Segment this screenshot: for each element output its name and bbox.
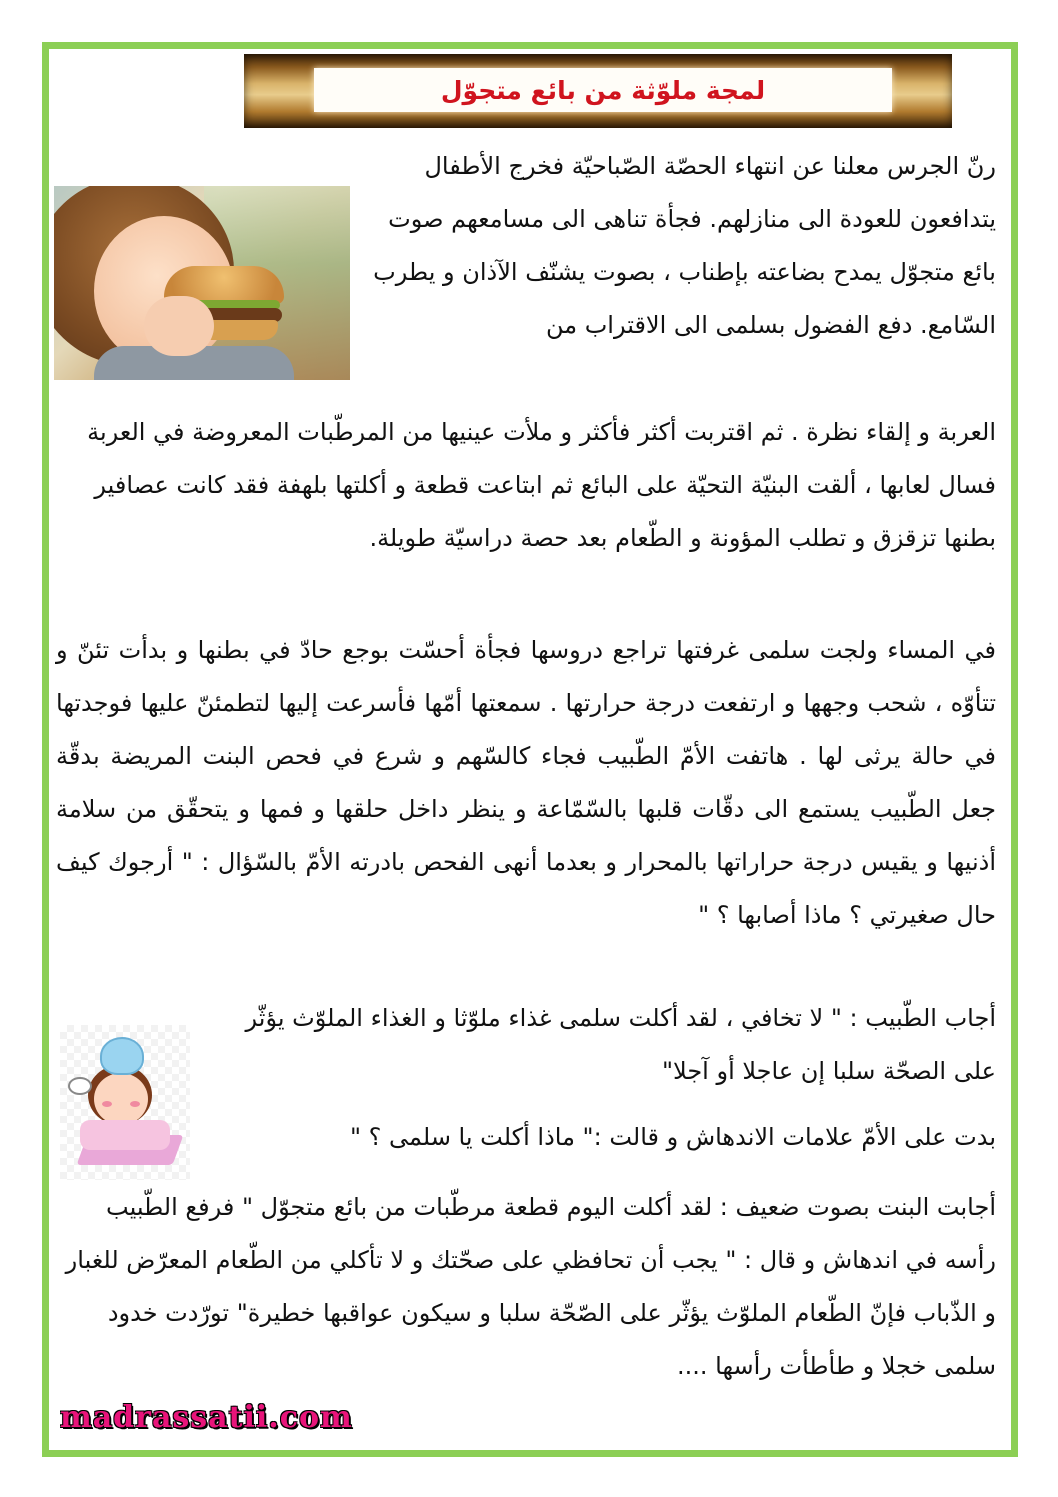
- child-eating-burger-photo: [54, 186, 350, 380]
- title-box: [314, 68, 892, 112]
- paragraph-intro-continued: العربة و إلقاء نظرة . ثم اقتربت أكثر فأكثر و ملأت عينيها من المرطّبات المعروضة في العربة فسال لعابها ، ألقت البنيّة التحيّة على البائع ثم ابتاعت قطعة و أكلتها بلهفة فقد كانت عصافير بطنها تزقزق و تطلب المؤونة و الطّعام بعد حصة دراسيّة طويلة.: [87, 418, 996, 552]
- ice-pack-icon: [100, 1037, 144, 1075]
- paragraph-intro: رنّ الجرس معلنا عن انتهاء الحصّة الصّباحيّة فخرج الأطفال يتدافعون للعودة الى منازلهم. فجأة تناهى الى مسامعهم صوت بائع متجوّل يمدح بضاعته بإطناب ، بصوت يشنّف الآذان و يطرب السّامع. دفع الفضول بسلمى الى الاقتراب من: [373, 152, 996, 339]
- sigh-cloud-icon: [68, 1077, 92, 1095]
- paragraph-mother-question: بدت على الأمّ علامات الاندهاش و قالت :" ماذا أكلت يا سلمى ؟ ": [349, 1123, 996, 1151]
- title-banner: [244, 54, 952, 128]
- sick-girl-illustration: [60, 1025, 190, 1180]
- page-title: لمجة ملوّثة من بائع متجوّل: [440, 75, 766, 105]
- photo-hand: [144, 296, 214, 356]
- illustration-head: [94, 1073, 148, 1125]
- paragraph-doctor-answer: أجاب الطّبيب : " لا تخافي ، لقد أكلت سلمى غذاء ملوّثا و الغذاء الملوّث يؤثّر على الصحّة سلبا إن عاجلا أو آجلا": [245, 1004, 996, 1085]
- watermark-logo: madrassatii.com: [60, 1400, 353, 1435]
- paragraph-conclusion: أجابت البنت بصوت ضعيف : لقد أكلت اليوم قطعة مرطّبات من بائع متجوّل " فرفع الطّبيب رأسه في اندهاش و قال : " يجب أن تحافظي على صحّتك و لا تأكلي من الطّعام المعرّض للغبار و الذّباب فإنّ الطّعام الملوّث يؤثّر على الصّحّة سلبا و سيكون عواقبها خطيرة" تورّدت خدود سلمى خجلا و طأطأت رأسها ....: [65, 1193, 996, 1380]
- blanket-icon: [80, 1120, 170, 1150]
- paragraph-evening: في المساء ولجت سلمى غرفتها تراجع دروسها فجأة أحسّت بوجع حادّ في بطنها و بدأت تئنّ و تتأوّه ، شحب وجهها و ارتفعت درجة حرارتها . سمعتها أمّها فأسرعت إليها لتطمئنّ عليها فوجدتها في حالة يرثى لها . هاتفت الأمّ الطّبيب فجاء كالسّهم و شرع في فحص البنت المريضة بدقّة جعل الطّبيب يستمع الى دقّات قلبها بالسّمّاعة و ينظر داخل حلقها و فمها و يتحقّق من سلامة أذنيها و يقيس درجة حراراتها بالمحرار و بعدما أنهى الفحص بادرته الأمّ بالسّؤال : " أرجوك كيف حال صغيرتي ؟ ماذا أصابها ؟ ": [56, 636, 996, 929]
